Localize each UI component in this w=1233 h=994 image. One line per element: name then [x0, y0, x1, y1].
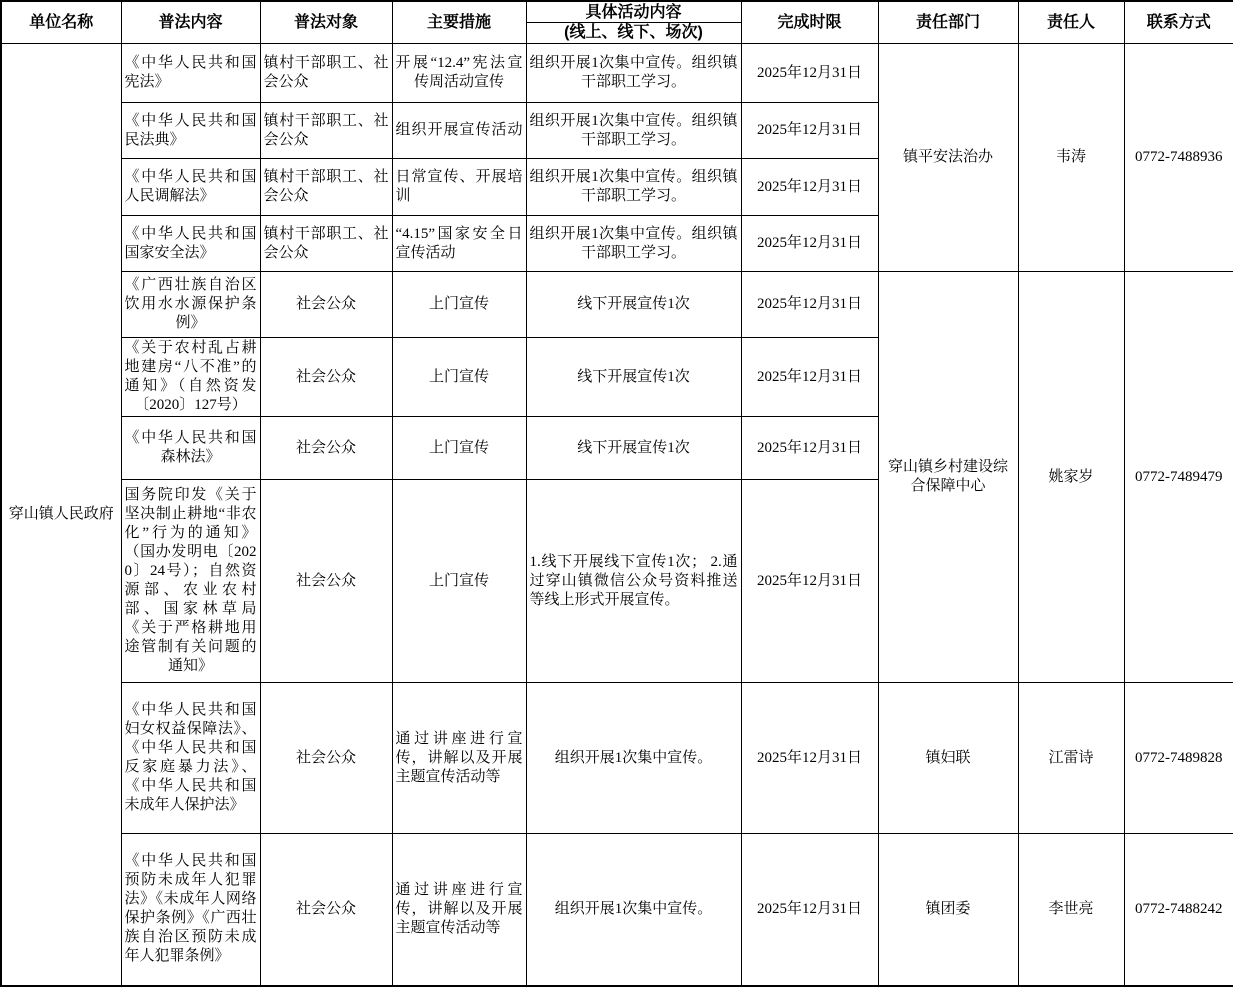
deadline-cell: 2025年12月31日	[741, 417, 878, 480]
header-contact: 联系方式	[1124, 1, 1233, 44]
activity-cell: 1.线下开展线下宣传1次； 2.通过穿山镇微信公众号资料推送等线上形式开展宣传。	[526, 480, 741, 683]
department-cell: 镇妇联	[878, 683, 1018, 834]
law-content-cell: 《中华人民共和国预防未成年人犯罪法》《未成年人网络保护条例》《广西壮族自治区预防未成年人犯罪条例》	[121, 834, 260, 986]
header-unit-name: 单位名称	[1, 1, 121, 44]
table-row	[1, 834, 1233, 986]
contact-cell: 0772-7488242	[1124, 834, 1233, 986]
unit-name-cell: 穿山镇人民政府	[1, 44, 121, 986]
measures-cell: 上门宣传	[392, 272, 526, 338]
contact-cell: 0772-7488936	[1124, 44, 1233, 272]
table-row	[1, 683, 1233, 834]
header-deadline: 完成时限	[741, 1, 878, 44]
header-department: 责任部门	[878, 1, 1018, 44]
person-cell: 李世亮	[1018, 834, 1124, 986]
law-content-cell: 《中华人民共和国妇女权益保障法》、《中华人民共和国反家庭暴力法》、《中华人民共和国未成年人保护法》	[121, 683, 260, 834]
law-target-cell: 镇村干部职工、社会公众	[260, 44, 392, 103]
deadline-cell: 2025年12月31日	[741, 338, 878, 417]
header-row	[1, 1, 1233, 44]
measures-cell: 通过讲座进行宣传，讲解以及开展主题宣传活动等	[392, 834, 526, 986]
law-target-cell: 社会公众	[260, 338, 392, 417]
header-activity-content	[526, 1, 741, 44]
deadline-cell: 2025年12月31日	[741, 216, 878, 272]
deadline-cell: 2025年12月31日	[741, 44, 878, 103]
contact-cell: 0772-7489828	[1124, 683, 1233, 834]
person-cell: 姚家岁	[1018, 272, 1124, 683]
department-cell: 穿山镇乡村建设综合保障中心	[878, 272, 1018, 683]
measures-cell: 日常宣传、开展培训	[392, 159, 526, 216]
activity-cell: 组织开展1次集中宣传。组织镇干部职工学习。	[526, 216, 741, 272]
law-target-cell: 镇村干部职工、社会公众	[260, 216, 392, 272]
measures-cell: “4.15”国家安全日宣传活动	[392, 216, 526, 272]
law-content-cell: 《中华人民共和国森林法》	[121, 417, 260, 480]
activity-cell: 组织开展1次集中宣传。组织镇干部职工学习。	[526, 159, 741, 216]
law-content-cell: 《中华人民共和国宪法》	[121, 44, 260, 103]
header-law-content: 普法内容	[121, 1, 260, 44]
law-content-cell: 《中华人民共和国民法典》	[121, 103, 260, 159]
header-main-measures: 主要措施	[392, 1, 526, 44]
table-row	[1, 44, 1233, 103]
measures-cell: 通过讲座进行宣传，讲解以及开展主题宣传活动等	[392, 683, 526, 834]
activity-cell: 线下开展宣传1次	[526, 272, 741, 338]
person-cell: 韦涛	[1018, 44, 1124, 272]
law-content-cell: 《广西壮族自治区饮用水水源保护条例》	[121, 272, 260, 338]
law-content-cell: 《中华人民共和国人民调解法》	[121, 159, 260, 216]
activity-cell: 线下开展宣传1次	[526, 417, 741, 480]
activity-cell: 组织开展1次集中宣传。	[526, 834, 741, 986]
measures-cell: 上门宣传	[392, 338, 526, 417]
table-row	[1, 272, 1233, 338]
header-person: 责任人	[1018, 1, 1124, 44]
deadline-cell: 2025年12月31日	[741, 683, 878, 834]
department-cell: 镇平安法治办	[878, 44, 1018, 272]
law-target-cell: 镇村干部职工、社会公众	[260, 159, 392, 216]
activity-cell: 线下开展宣传1次	[526, 338, 741, 417]
measures-cell: 上门宣传	[392, 417, 526, 480]
law-target-cell: 社会公众	[260, 417, 392, 480]
law-content-cell: 国务院印发《关于坚决制止耕地“非农化”行为的通知》（国办发明电〔2020〕24号）；自然资源部、农业农村部、国家林草局《关于严格耕地用途管制有关问题的通知》	[121, 480, 260, 683]
header-activity-line1: 具体活动内容	[527, 2, 741, 23]
activity-cell: 组织开展1次集中宣传。	[526, 683, 741, 834]
deadline-cell: 2025年12月31日	[741, 159, 878, 216]
deadline-cell: 2025年12月31日	[741, 480, 878, 683]
measures-cell: 开展“12.4”宪法宣传周活动宣传	[392, 44, 526, 103]
law-content-cell: 《关于农村乱占耕地建房“八不准”的通知》（自然资发〔2020〕127号）	[121, 338, 260, 417]
contact-cell: 0772-7489479	[1124, 272, 1233, 683]
law-target-cell: 镇村干部职工、社会公众	[260, 103, 392, 159]
law-target-cell: 社会公众	[260, 834, 392, 986]
deadline-cell: 2025年12月31日	[741, 272, 878, 338]
deadline-cell: 2025年12月31日	[741, 103, 878, 159]
law-target-cell: 社会公众	[260, 683, 392, 834]
law-target-cell: 社会公众	[260, 272, 392, 338]
measures-cell: 组织开展宣传活动	[392, 103, 526, 159]
deadline-cell: 2025年12月31日	[741, 834, 878, 986]
header-activity-line2: (线上、线下、场次)	[564, 24, 703, 41]
activity-cell: 组织开展1次集中宣传。组织镇干部职工学习。	[526, 103, 741, 159]
header-law-target: 普法对象	[260, 1, 392, 44]
law-content-cell: 《中华人民共和国国家安全法》	[121, 216, 260, 272]
measures-cell: 上门宣传	[392, 480, 526, 683]
activity-cell: 组织开展1次集中宣传。组织镇干部职工学习。	[526, 44, 741, 103]
person-cell: 江雷诗	[1018, 683, 1124, 834]
department-cell: 镇团委	[878, 834, 1018, 986]
law-target-cell: 社会公众	[260, 480, 392, 683]
